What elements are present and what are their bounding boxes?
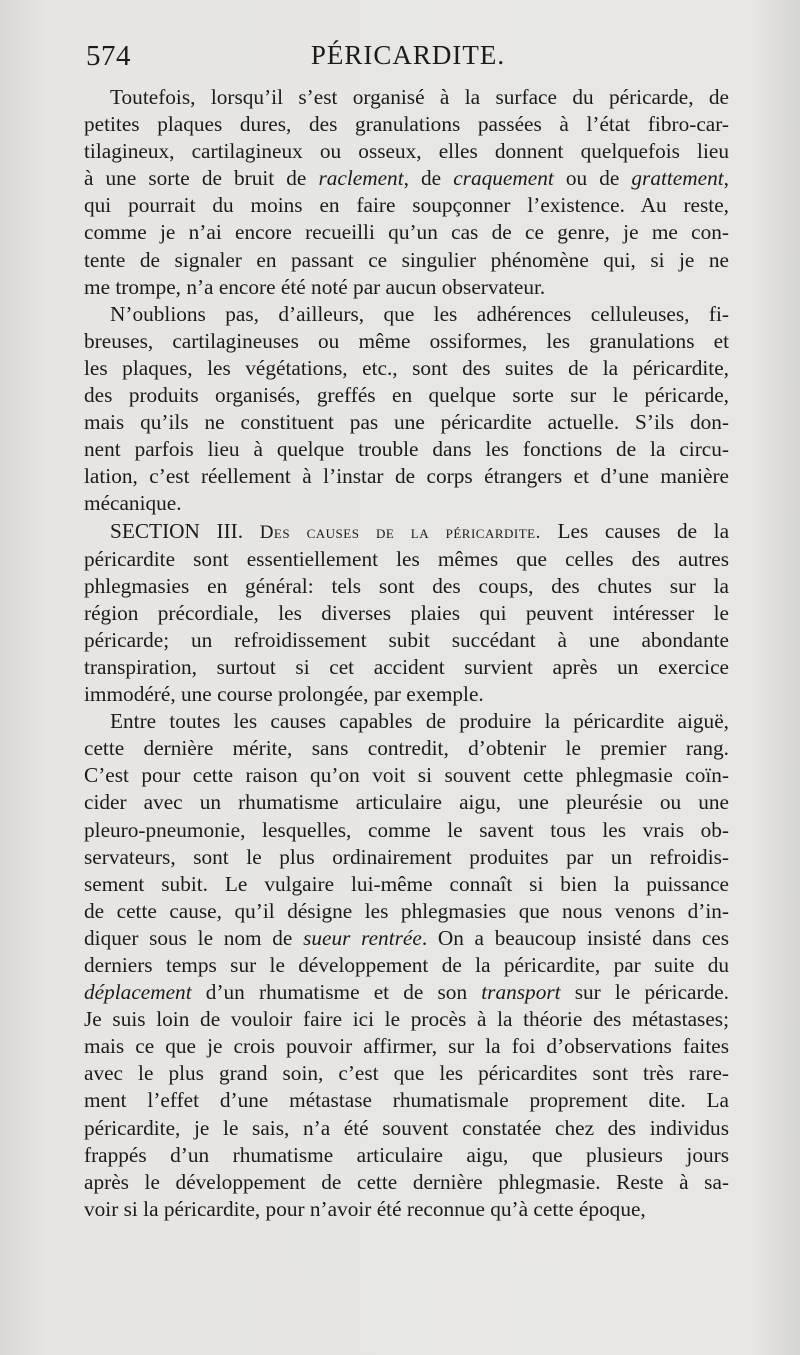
text-line: Je suis loin de vouloir faire ici le procès à la théorie des métastases;: [84, 1007, 729, 1032]
section-heading-line: [84, 518, 729, 546]
section-label: SECTION III.: [110, 518, 244, 543]
text-line: mécanique.: [84, 491, 182, 516]
text-segment: sur le péricarde.: [560, 980, 729, 1005]
italic-phrase: déplacement: [84, 980, 192, 1005]
text-line: C’est pour cette raison qu’on voit si souvent cette phlegmasie coïn-: [84, 763, 729, 788]
text-line: Toutefois, lorsqu’il s’est organisé à la surface du péricarde, de: [110, 85, 729, 109]
paragraph-2: [84, 301, 729, 518]
section-title: Des causes de la péricardite.: [259, 521, 541, 543]
text-line: péricarde; un refroidissement subit succédant à une abondante: [84, 627, 729, 652]
text-line: frappés d’un rhumatisme articulaire aigu, que plusieurs jours: [84, 1142, 729, 1167]
text-line: les plaques, les végétations, etc., sont des suites de la péricardite,: [84, 355, 729, 380]
text-line: cider avec un rhumatisme articulaire aigu, une pleurésie ou une: [84, 790, 729, 815]
text-segment: , de: [403, 166, 454, 191]
text-segment: ou de: [553, 166, 632, 191]
italic-phrase: sueur rentrée: [303, 925, 422, 950]
text-segment: d’un rhumatisme et de son: [191, 980, 482, 1005]
text-line: servateurs, sont le plus ordinairement produites par un refroidis-: [84, 844, 729, 869]
text-line: me trompe, n’a encore été noté par aucun observateur.: [84, 274, 546, 299]
text-line: N’oublions pas, d’ailleurs, que les adhérences celluleuses, fi-: [110, 301, 729, 326]
text-line: tente de signaler en passant ce singulier phénomène qui, si je ne: [84, 247, 729, 272]
text-line: péricardite sont essentiellement les mêmes que celles des autres: [84, 546, 729, 571]
page-number: 574: [86, 40, 131, 72]
text-line: après le développement de cette dernière phlegmasie. Reste à sa-: [84, 1169, 729, 1194]
text-line: des produits organisés, greffés en quelque sorte sur le péricarde,: [84, 383, 729, 408]
text-line: lation, c’est réellement à l’instar de corps étrangers et d’une manière: [84, 464, 729, 489]
italic-phrase: raclement: [318, 166, 404, 191]
running-title: PÉRICARDITE.: [310, 40, 506, 70]
text-line: péricardite, je le sais, n’a été souvent constatée chez des individus: [84, 1115, 729, 1140]
text-line: [84, 925, 729, 952]
text-line: mais ce que je crois pouvoir affirmer, sur la foi d’observations faites: [84, 1034, 729, 1059]
text-line: transpiration, surtout si cet accident survient après un exercice: [84, 654, 729, 679]
text-line: cette dernière mérite, sans contredit, d’obtenir le premier rang.: [84, 736, 729, 761]
text-line: [84, 165, 729, 192]
text-line: comme je n’ai encore recueilli qu’un cas de ce genre, je me con-: [84, 220, 729, 245]
paragraph-3: [84, 518, 729, 709]
text-line: région précordiale, les diverses plaies qui peuvent intéresser le: [84, 600, 729, 625]
text-line: voir si la péricardite, pour n’avoir été reconnue qu’à cette époque,: [84, 1196, 646, 1221]
text-line: nent parfois lieu à quelque trouble dans les fonctions de la circu-: [84, 437, 729, 462]
text-line: [84, 979, 729, 1006]
text-line: qui pourrait du moins en faire soupçonner l’existence. Au reste,: [84, 193, 729, 218]
text-line: petites plaques dures, des granulations passées à l’état fibro-car-: [84, 112, 729, 137]
text-line: breuses, cartilagineuses ou même ossiformes, les granulations et: [84, 328, 729, 353]
text-line: derniers temps sur le développement de la péricardite, par suite du: [84, 953, 729, 977]
text-segment: ,: [723, 166, 729, 191]
text-line: de cette cause, qu’il désigne les phlegmasies que nous venons d’in-: [84, 898, 729, 923]
text-line: avec le plus grand soin, c’est que les péricardites sont très rare-: [84, 1061, 729, 1086]
text-line: phlegmasies en général: tels sont des coups, des chutes sur la: [84, 573, 729, 598]
italic-phrase: craquement: [453, 166, 554, 191]
text-line: tilagineux, cartilagineux ou osseux, elles donnent quelquefois lieu: [84, 139, 729, 164]
body-text: [84, 84, 729, 1223]
text-line: mais qu’ils ne constituent pas une péricardite actuelle. S’ils don-: [84, 410, 729, 435]
page-header: [86, 40, 730, 80]
paragraph-4: [84, 708, 729, 1223]
text-segment: à une sorte de bruit de: [84, 166, 319, 191]
text-segment: diquer sous le nom de: [84, 925, 304, 950]
paragraph-1: [84, 84, 729, 301]
text-line: Entre toutes les causes capables de produire la péricardite aiguë,: [110, 709, 729, 734]
text-segment: . On a beaucoup insisté dans ces: [421, 925, 730, 950]
text-line: pleuro-pneumonie, lesquelles, comme le savent tous les vrais ob-: [84, 817, 729, 842]
italic-phrase: grattement: [631, 166, 724, 191]
text-line: ment l’effet d’une métastase rhumatismale proprement dite. La: [84, 1088, 729, 1113]
italic-phrase: transport: [481, 980, 561, 1005]
text-line: sement subit. Le vulgaire lui-même connaît si bien la puissance: [84, 871, 729, 896]
text-line: immodéré, une course prolongée, par exemple.: [84, 682, 484, 707]
section-line-rest: Les causes de la: [557, 518, 730, 543]
